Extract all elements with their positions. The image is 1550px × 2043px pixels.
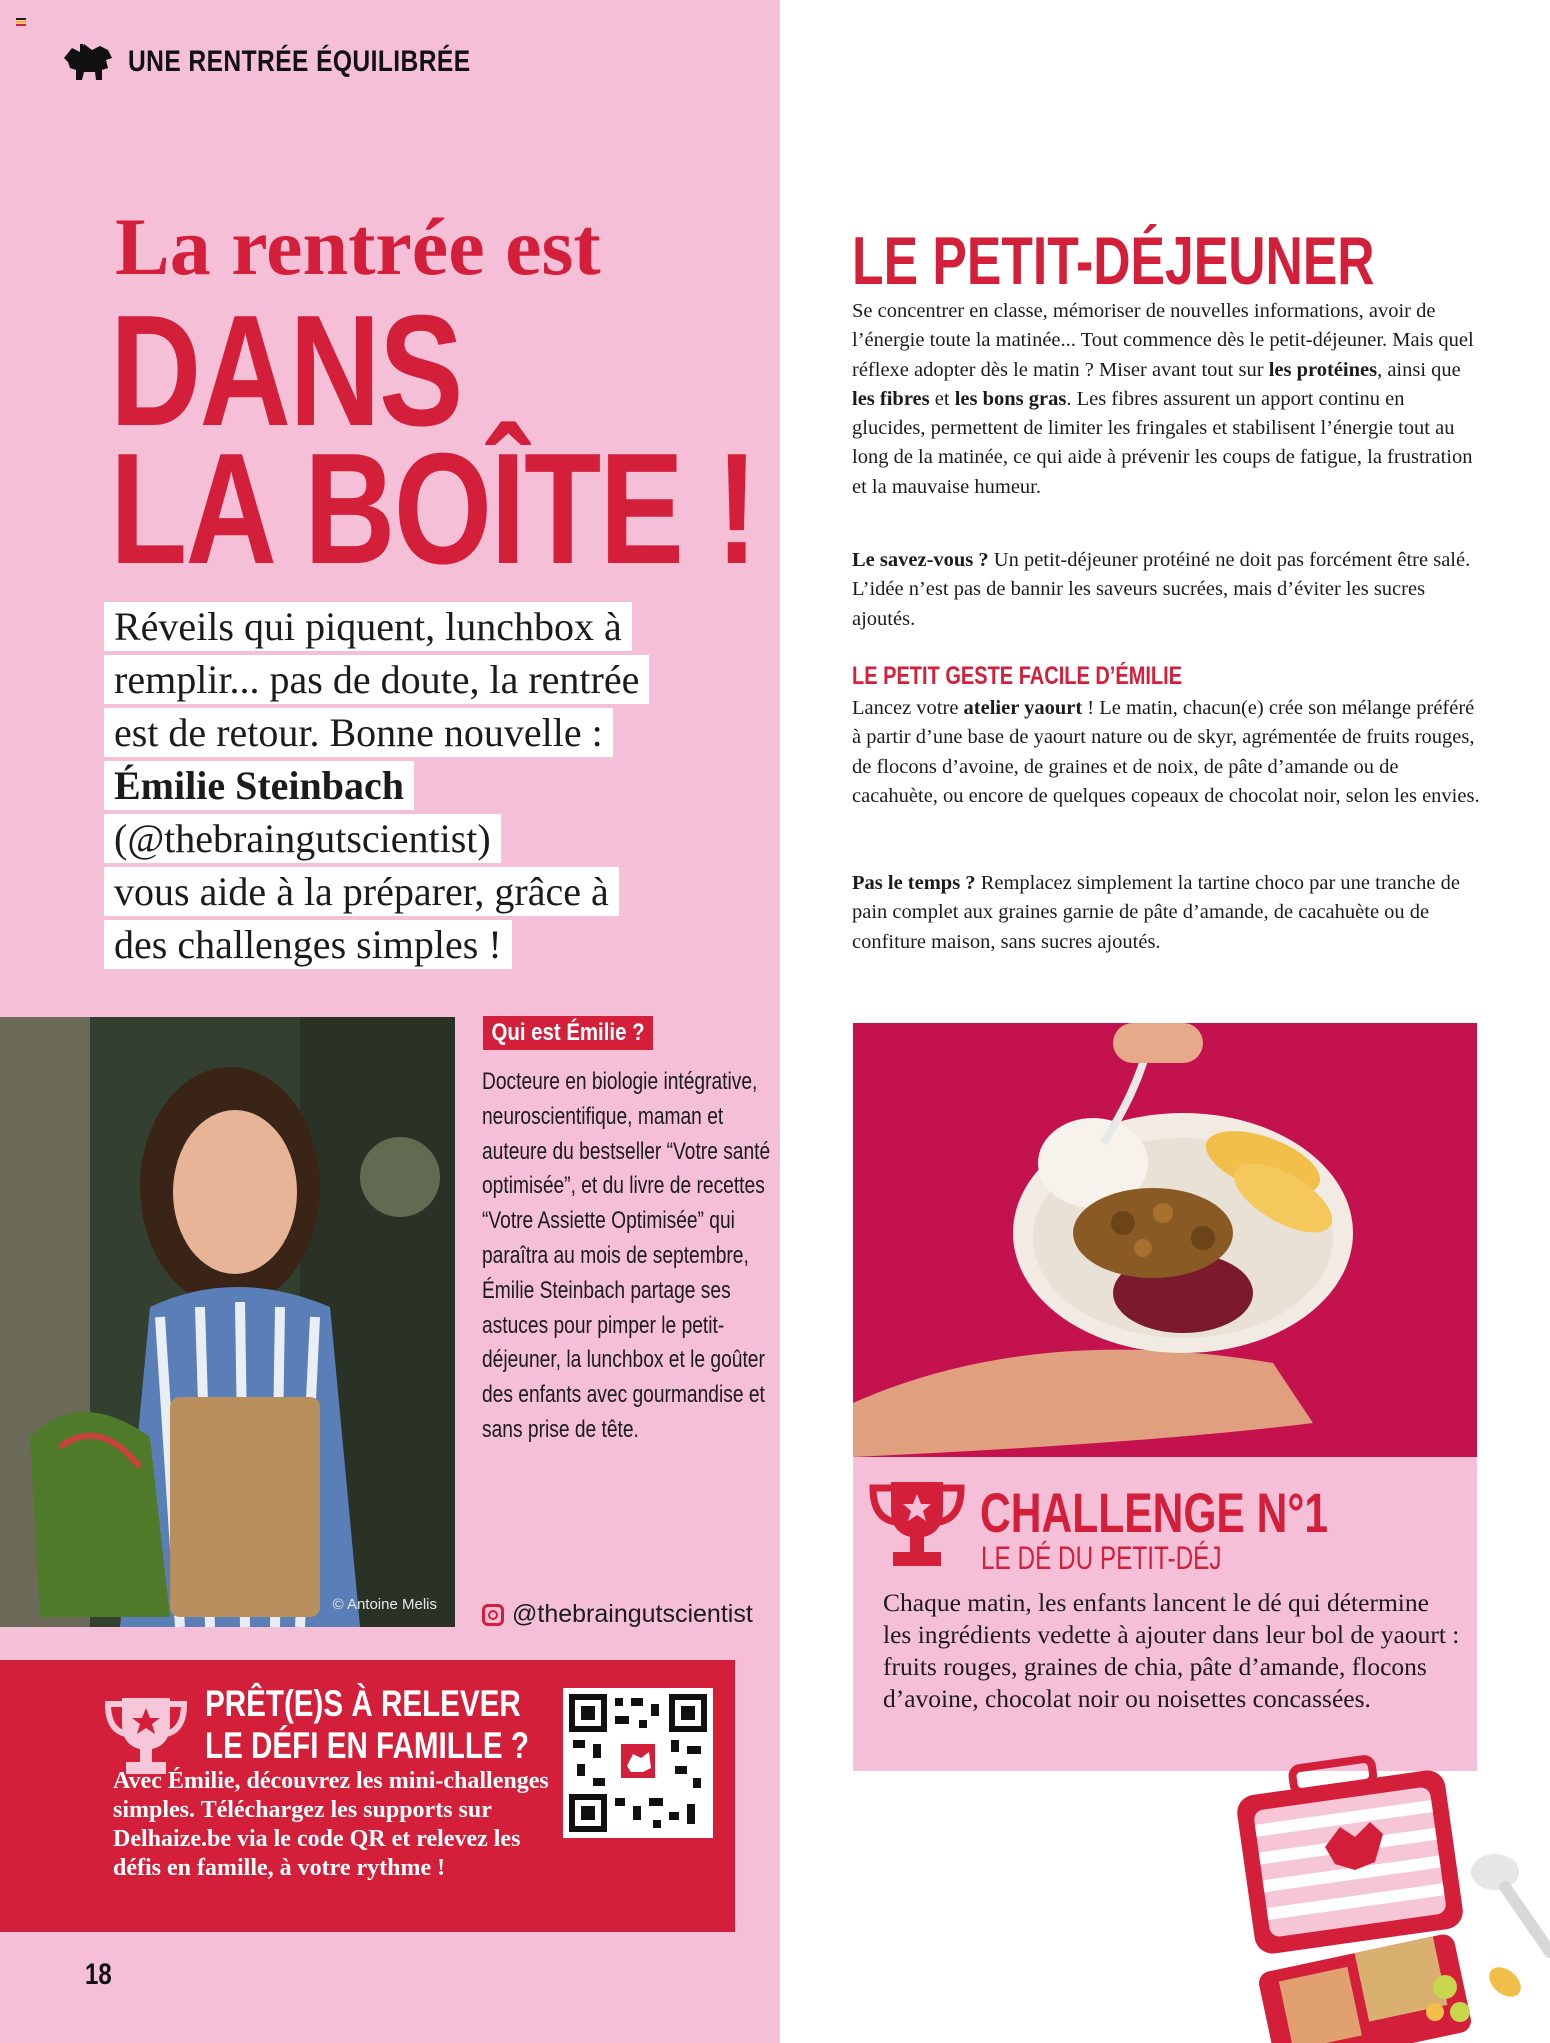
breakfast-paragraph-1 <box>852 297 1482 502</box>
challenge-title: CHALLENGE N°1 <box>980 1481 1329 1544</box>
text-bold: Le savez-vous ? <box>852 549 989 571</box>
family-text: Avec Émilie, découvrez les mini-challenges simples. Téléchargez les supports sur Delhaize.be via le code QR et relevez les défis en famille, à votre rythme ! <box>113 1768 549 1881</box>
instagram-link[interactable] <box>482 1600 753 1629</box>
qr-code-pattern <box>569 1694 707 1832</box>
bio-text: Docteure en biologie intégrative, neuroscientifique, maman et auteure du bestseller “Votre santé optimisée”, et du livre de recettes “Votre Assiette Optimisée” qui paraîtra au mois de septembre, Émilie Steinbach partage ses astuces pour pimper le petit-déjeuner, la lunchbox et le goûter des enfants avec gourmandise et sans prise de tête. <box>482 1068 771 1443</box>
text-bold: atelier yaourt <box>963 697 1083 719</box>
instagram-icon <box>482 1604 504 1626</box>
text-run: ! Le matin, chacun(e) crée son mélange préféré à partir d’une base de yaourt nature ou de skyr, agrémentée de fruits rouges, de flocons d’avoine, de graines et de noix, de pâte d’amande ou de cacahuète, ou encore de quelques copeaux de chocolat noir, selon les envies. <box>852 697 1480 807</box>
text-run: et <box>929 387 955 410</box>
title-lead: La rentrée est <box>115 201 601 292</box>
intro-text <box>104 600 684 971</box>
intro-line: remplir... pas de doute, la rentrée <box>104 655 649 704</box>
text-bold: les fibres <box>852 387 930 410</box>
instagram-handle: @thebraingutscientist <box>512 1600 753 1628</box>
trophy-icon <box>863 1474 971 1574</box>
title-line-2: LA BOÎTE ! <box>110 421 757 597</box>
title-line-1: DANS <box>110 283 462 459</box>
page-number: 18 <box>85 1958 112 1991</box>
yogurt-bowl-illustration <box>853 1023 1477 1457</box>
intro-line: des challenges simples ! <box>104 920 512 969</box>
family-title-line-2: LE DÉFI EN FAMILLE ? <box>205 1725 529 1766</box>
text-bold: Pas le temps ? <box>852 872 976 894</box>
intro-line: est de retour. Bonne nouvelle : <box>104 708 613 757</box>
tip-subheading: LE PETIT GESTE FACILE D’ÉMILIE <box>852 662 1183 690</box>
text-run: , ainsi que <box>1377 358 1461 381</box>
emilie-photo-illustration <box>0 1017 455 1627</box>
text-run: . Les fibres assurent un apport continu en glucides, permettent de limiter les fringales et stabilisent l’énergie tout au long de la matinée, ce qui aide à prévenir les coups de fatigue, la frustration et la mauvaise humeur. <box>852 387 1473 498</box>
challenge-text: Chaque matin, les enfants lancent le dé qui détermine les ingrédients vedette à ajouter dans leur bol de yaourt : fruits rouges, graines de chia, pâte d’amande, flocons d’avoine, chocolat noir ou noisettes concassées. <box>883 1588 1460 1713</box>
flag-icon <box>16 18 26 26</box>
text-bold: les bons gras <box>954 387 1067 410</box>
page-header <box>62 40 546 84</box>
bio-tag: Qui est Émilie ? <box>483 1016 653 1050</box>
intro-line: vous aide à la préparer, grâce à <box>104 867 619 916</box>
intro-author-name: Émilie Steinbach <box>104 761 414 810</box>
text-run: Un petit-déjeuner protéiné ne doit pas forcément être salé. L’idée n’est pas de bannir les saveurs sucrées, mais d’éviter les sucres ajoutés. <box>852 549 1471 630</box>
breakfast-paragraph-2 <box>852 546 1482 634</box>
photo-credit: © Antoine Melis <box>332 1596 437 1613</box>
challenge-subtitle: LE DÉ DU PETIT-DÉJ <box>981 1540 1222 1576</box>
lunchbox-illustration <box>1205 1752 1550 2043</box>
family-title-line-1: PRÊT(E)S À RELEVER <box>205 1683 521 1724</box>
text-run: Se concentrer en classe, mémoriser de nouvelles informations, avoir de l’énergie toute la matinée... Tout commence dès le petit-déjeuner. Mais quel réflexe adopter dès le matin ? Miser avant tout sur <box>852 300 1474 381</box>
text-run: Lancez votre <box>852 697 964 719</box>
intro-line: (@thebraingutscientist) <box>104 814 501 863</box>
intro-line: Réveils qui piquent, lunchbox à <box>104 602 632 651</box>
qr-code[interactable] <box>563 1688 713 1838</box>
text-bold: les protéines <box>1268 358 1378 381</box>
breakfast-heading: LE PETIT-DÉJEUNER <box>852 223 1375 299</box>
breakfast-paragraph-3 <box>852 694 1482 811</box>
emilie-photo <box>0 1017 455 1627</box>
lion-logo-icon <box>62 40 114 84</box>
family-title <box>205 1683 529 1767</box>
breakfast-paragraph-4 <box>852 869 1482 957</box>
section-label: UNE RENTRÉE ÉQUILIBRÉE <box>128 45 471 78</box>
text-run: Remplacez simplement la tartine choco par une tranche de pain complet aux graines garnie de pâte d’amande, de cacahuète ou de confiture maison, sans sucres ajoutés. <box>852 872 1460 953</box>
yogurt-bowl-photo <box>853 1023 1477 1457</box>
